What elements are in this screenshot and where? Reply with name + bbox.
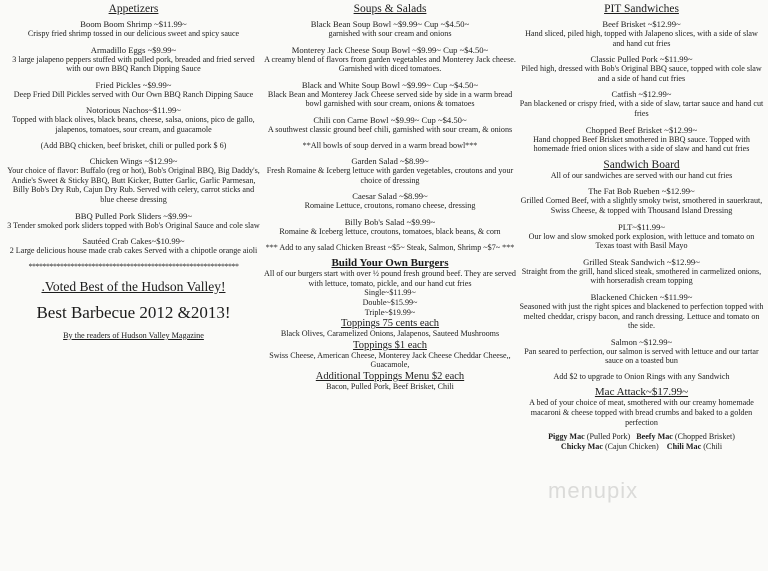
item-name: Boom Boom Shrimp ~$11.99~ xyxy=(80,19,187,29)
bread-bowl-note: **All bowls of soup derved in a warm bread bowl*** xyxy=(302,140,478,150)
item-desc: Seasoned with just the right spices and blackened to perfection topped with melted cheddar, crispy bacon, and ranch dressing. Lettuce and tomato on the side. xyxy=(519,301,764,331)
menu-item xyxy=(262,156,518,185)
mac-option-name: Piggy Mac xyxy=(548,432,585,442)
item-desc: A southwest classic ground beef chili, garnished with sour cream, & onions xyxy=(267,124,513,134)
menu-item xyxy=(519,125,764,154)
pit-sandwiches-column xyxy=(519,0,764,452)
toppings-75-desc: Black Olives, Caramelized Onions, Jalapenos, Sauteed Mushrooms xyxy=(280,329,500,339)
menu-item xyxy=(6,45,261,74)
menu-item xyxy=(262,19,518,39)
star-divider: ************************************************************ xyxy=(28,261,239,271)
item-desc: Piled high, dressed with Bob's Original BBQ sauce, topped with cole slaw and a side of hand cut fries xyxy=(521,64,762,83)
item-name: Beef Brisket ~$12.99~ xyxy=(602,19,681,29)
menu-item xyxy=(6,156,261,204)
menu-item xyxy=(519,337,764,366)
item-name: Armadillo Eggs ~$9.99~ xyxy=(90,44,177,55)
menu-item xyxy=(262,80,518,109)
item-desc: Grilled Corned Beef, with a slightly smoky twist, smothered in sauerkraut, Swiss Cheese, & topped with Thousand Island Dressing xyxy=(520,196,763,215)
mac-options-row xyxy=(519,442,764,452)
toppings-2-heading: Additional Toppings Menu $2 each xyxy=(315,370,465,382)
item-name: PLT~$11.99~ xyxy=(617,221,666,232)
menu-item xyxy=(519,186,764,215)
mac-attack-heading: Mac Attack~$17.99~ xyxy=(594,386,689,399)
menu-item xyxy=(6,105,261,134)
item-name: Notorious Nachos~$11.99~ xyxy=(86,105,181,116)
menu-item xyxy=(6,211,261,231)
item-name: Catfish ~$12.99~ xyxy=(611,89,672,100)
item-name: Chopped Beef Brisket ~$12.99~ xyxy=(585,124,698,135)
menu-item xyxy=(6,236,261,256)
menu-item xyxy=(262,191,518,211)
item-name: Fried Pickles ~$9.99~ xyxy=(95,79,172,90)
item-desc: 3 Tender smoked pork sliders topped with Bob's Original Sauce and cole slaw xyxy=(7,220,260,230)
mac-option-name: Chili Mac xyxy=(666,442,702,452)
appetizers-column xyxy=(6,0,261,340)
item-desc: Pan blackened or crispy fried, with a side of slaw, tartar sauce and hand cut fries xyxy=(519,99,764,118)
item-name: Billy Bob's Salad ~$9.99~ xyxy=(344,216,436,227)
item-desc: Hand sliced, piled high, topped with Jalapeno slices, with a side of slaw and hand cut fries xyxy=(525,29,758,48)
item-desc: Your choice of flavor: Buffalo (reg or hot), Bob's Original BBQ, Big Daddy's, Andie's Sweet & Sticky BBQ, Butt Kicker, Butter Garlic, Garlic Parmesan, Billy Bob's Dry Rub, Cajun Dry Rub. Served with celery, carrot sticks and blue cheese dressing xyxy=(7,166,260,204)
item-desc: A creamy blend of flavors from garden vegetables and Monterey Jack cheese. Garnished with diced tomatoes. xyxy=(264,54,516,74)
mac-option-name: Beefy Mac xyxy=(636,432,673,442)
menu-item xyxy=(6,19,261,39)
item-desc: garnished with sour cream and onions xyxy=(328,29,452,38)
item-name: Garden Salad ~$8.99~ xyxy=(351,156,429,167)
soups-salads-heading: Soups & Salads xyxy=(353,3,427,15)
item-name: Chili con Carne Bowl ~$9.99~ Cup ~$4.50~ xyxy=(313,114,467,125)
item-name: Grilled Steak Sandwich ~$12.99~ xyxy=(583,256,700,267)
item-name: Chicken Wings ~$12.99~ xyxy=(89,156,178,167)
onion-rings-note: Add $2 to upgrade to Onion Rings with any Sandwich xyxy=(553,371,730,381)
menu-item xyxy=(519,54,764,83)
mac-attack-desc: A bed of your choice of meat, smothered with our creamy homemade macaroni & cheese topped with bread crumbs and baked to a golden perfection xyxy=(529,398,754,427)
menu-item xyxy=(262,45,518,74)
toppings-1-heading: Toppings $1 each xyxy=(353,339,427,351)
burger-double: Double~$15.99~ xyxy=(362,297,418,307)
burgers-heading: Build Your Own Burgers xyxy=(331,257,449,270)
item-desc: Our low and slow smoked pork explosion, with lettuce and tomato on Texas toast with Basil Mayo xyxy=(528,231,755,251)
menu-item xyxy=(519,222,764,251)
pit-sandwiches-heading: PIT Sandwiches xyxy=(604,3,679,15)
sandwich-board-heading: Sandwich Board xyxy=(603,158,680,171)
item-name: Black Bean Soup Bowl ~$9.99~ Cup ~$4.50~ xyxy=(310,19,470,29)
item-name: Salmon ~$12.99~ xyxy=(610,336,673,347)
burger-single: Single~$11.99~ xyxy=(364,288,416,298)
mac-option-detail: (Cajun Chicken) xyxy=(604,442,659,452)
item-desc: Crispy fried shrimp tossed in our delicious sweet and spicy sauce xyxy=(27,29,240,38)
mac-option-detail: (Pulled Pork) xyxy=(586,432,631,442)
item-name: BBQ Pulled Pork Sliders ~$9.99~ xyxy=(75,210,192,221)
item-desc: Pan seared to perfection, our salmon is served with lettuce and our tartar sauce on a toasted bun xyxy=(524,346,759,366)
item-name: Black and White Soup Bowl ~$9.99~ Cup ~$4.50~ xyxy=(301,79,479,90)
item-desc: Deep Fried Dill Pickles served with Our Own BBQ Ranch Dipping Sauce xyxy=(13,89,254,99)
toppings-75-heading: Toppings 75 cents each xyxy=(340,318,440,330)
mac-option-detail: (Chili xyxy=(703,442,723,452)
best-barbecue-banner: Best Barbecue 2012 &2013! xyxy=(36,302,231,322)
menu-item xyxy=(6,80,261,100)
item-desc: Black Bean and Monterey Jack Cheese served side by side in a warm bread bowl garnished with sour cream, onions & tomatoes xyxy=(267,89,513,109)
menu-item xyxy=(519,89,764,118)
item-name: Monterey Jack Cheese Soup Bowl ~$9.99~ Cup ~$4.50~ xyxy=(291,44,489,55)
item-name: Sautéed Crab Cakes~$10.99~ xyxy=(82,236,185,247)
burger-triple: Triple~$19.99~ xyxy=(364,307,416,317)
menu-item xyxy=(519,292,764,331)
nachos-addon-note: (Add BBQ chicken, beef brisket, chili or pulled pork $ 6) xyxy=(40,140,227,150)
burgers-desc: All of our burgers start with over ½ pound fresh ground beef. They are served with lettuce, tomato, pickle, and our hand cut fries xyxy=(264,269,516,288)
item-desc: 3 large jalapeno peppers stuffed with pulled pork, breaded and fried served with our own BBQ Ranch Dipping Sauce xyxy=(12,54,255,74)
item-desc: Topped with black olives, black beans, cheese, salsa, onions, pico de gallo, jalapenos, tomatoes, sour cream, and guacamole xyxy=(12,115,255,134)
menu-item xyxy=(262,217,518,237)
watermark: menupix xyxy=(548,478,639,503)
readers-credit: By the readers of Hudson Valley Magazine xyxy=(63,330,204,340)
soups-salads-column xyxy=(262,0,518,391)
item-name: Blackened Chicken ~$11.99~ xyxy=(590,291,693,302)
sandwich-board-note: All of our sandwiches are served with our hand cut fries xyxy=(550,170,733,180)
salad-addon-note: *** Add to any salad Chicken Breast ~$5~ Steak, Salmon, Shrimp ~$7~ *** xyxy=(265,242,515,252)
item-name: The Fat Bob Rueben ~$12.99~ xyxy=(588,186,695,197)
item-desc: Romaine Lettuce, croutons, romano cheese, dressing xyxy=(304,201,476,211)
mac-options-row xyxy=(519,432,764,442)
item-desc: Romaine & Iceberg lettuce, croutons, tomatoes, black beans, & corn xyxy=(279,226,501,236)
voted-best-banner: .Voted Best of the Hudson Valley! xyxy=(41,278,226,294)
menu-item xyxy=(519,19,764,48)
mac-option-detail: (Chopped Brisket) xyxy=(674,432,735,442)
toppings-1-desc: Swiss Cheese, American Cheese, Monterey Jack Cheese Cheddar Cheese,, Guacamole, xyxy=(269,350,511,370)
item-desc: 2 Large delicious house made crab cakes Served with a chipotle orange aioli xyxy=(9,246,258,256)
appetizers-heading: Appetizers xyxy=(108,3,159,15)
menu-item xyxy=(519,257,764,286)
item-desc: Hand chopped Beef Brisket smothered in BBQ sauce. Topped with homemade fried onion slices with a side of slaw and hand cut fries xyxy=(533,134,750,154)
item-name: Classic Pulled Pork ~$11.99~ xyxy=(590,54,693,65)
item-desc: Fresh Romaine & Iceberg lettuce with garden vegetables, croutons and your choice of dressing xyxy=(266,166,514,185)
mac-option-name: Chicky Mac xyxy=(560,442,603,452)
item-desc: Straight from the grill, hand sliced steak, smothered in carmelized onions, with horseradish cream topping xyxy=(521,266,762,286)
toppings-2-desc: Bacon, Pulled Pork, Beef Brisket, Chili xyxy=(326,381,454,391)
menu-item xyxy=(262,115,518,135)
item-name: Caesar Salad ~$8.99~ xyxy=(352,191,428,202)
